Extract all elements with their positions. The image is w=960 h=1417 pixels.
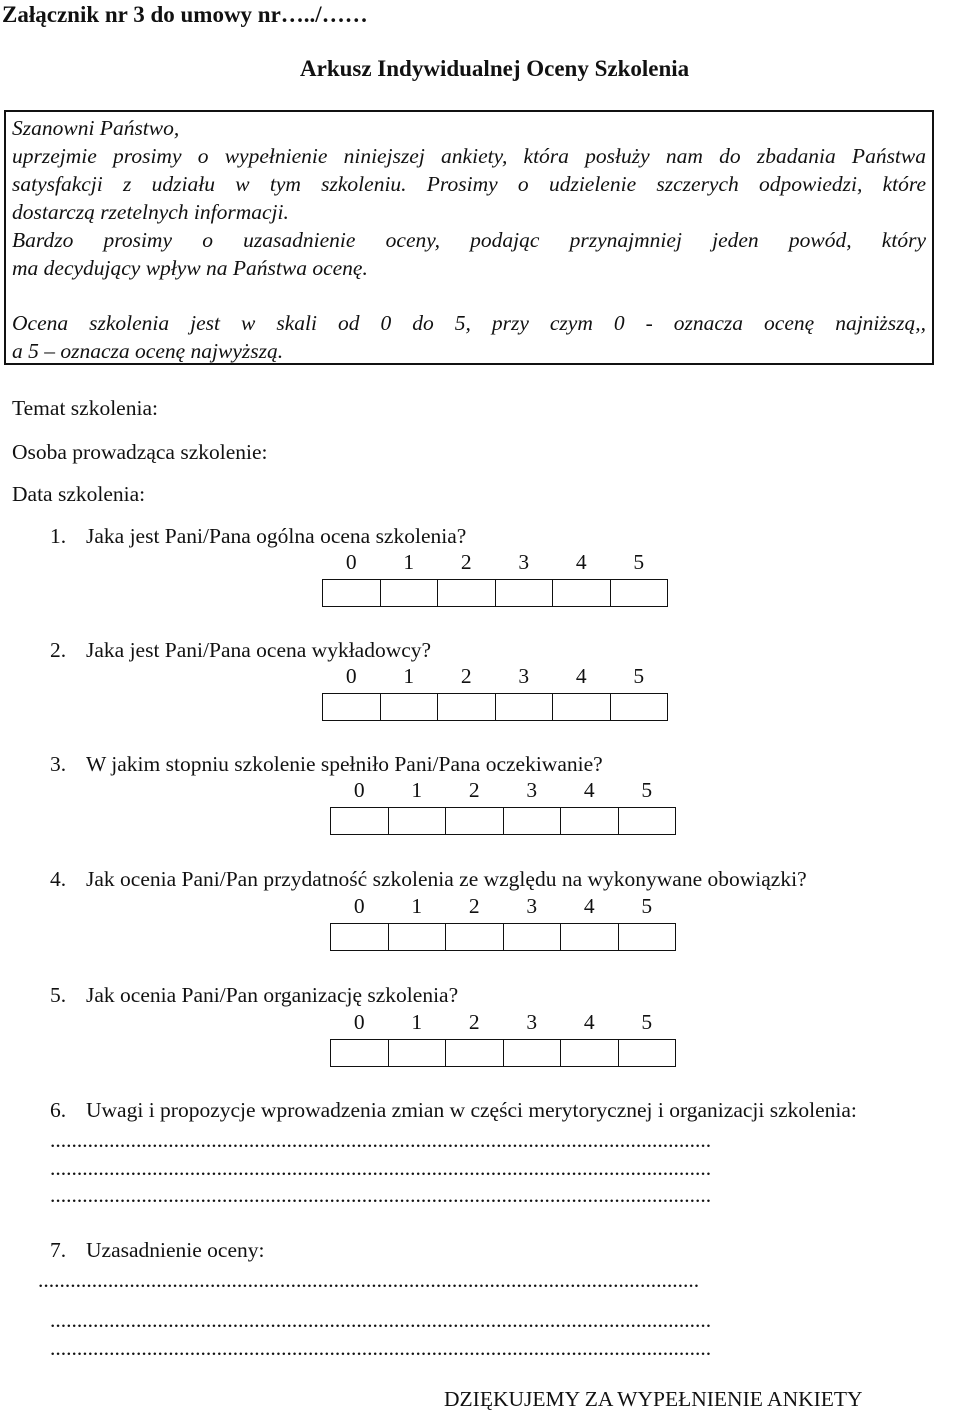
rating-box-1[interactable] xyxy=(388,923,446,950)
question-number: 6. xyxy=(50,1098,67,1122)
rating-box-5[interactable] xyxy=(610,579,668,606)
rating-box-3[interactable] xyxy=(503,807,561,834)
rating-box-0[interactable] xyxy=(331,807,389,834)
remarks-line-1[interactable]: ........................................................................................................................... xyxy=(50,1128,712,1152)
document-title: Arkusz Indywidualnej Oceny Szkolenia xyxy=(300,56,690,81)
question-text: W jakim stopniu szkolenie spełniło Pani/Pana oczekiwanie? xyxy=(86,752,603,776)
rating-box-1[interactable] xyxy=(388,807,446,834)
scale-label-3: 3 xyxy=(526,777,538,802)
scale-label-2: 2 xyxy=(460,663,472,688)
scale-label-1: 1 xyxy=(403,549,415,574)
rating-box-5[interactable] xyxy=(618,923,676,950)
scale-label-4: 4 xyxy=(583,1009,595,1034)
intro-line-2: satysfakcji z udziału w tym szkoleniu. Prosimy o udzielenie szczerych odpowiedzi, które xyxy=(12,172,926,196)
scale-label-4: 4 xyxy=(575,549,587,574)
rating-box-0[interactable] xyxy=(323,693,381,720)
intro-line-4: Bardzo prosimy o uzasadnienie oceny, podając przynajmniej jeden powód, który xyxy=(12,228,926,252)
question-number: 5. xyxy=(50,983,67,1007)
remarks-line-2[interactable]: ........................................................................................................................... xyxy=(50,1156,712,1180)
scale-label-2: 2 xyxy=(468,893,480,918)
scale-label-0: 0 xyxy=(353,777,365,802)
scale-label-4: 4 xyxy=(575,663,587,688)
rating-box-3[interactable] xyxy=(503,1039,561,1066)
scale-label-2: 2 xyxy=(468,1009,480,1034)
rating-box-5[interactable] xyxy=(610,693,668,720)
question-text: Uzasadnienie oceny: xyxy=(86,1238,265,1262)
rating-box-2[interactable] xyxy=(438,693,496,720)
rating-box-1[interactable] xyxy=(380,579,438,606)
rating-box-3[interactable] xyxy=(495,693,553,720)
scale-label-1: 1 xyxy=(411,1009,423,1034)
rating-box-2[interactable] xyxy=(438,579,496,606)
question-text: Jak ocenia Pani/Pan organizację szkolenia? xyxy=(86,983,459,1007)
intro-line-7: a 5 – oznacza ocenę najwyższą. xyxy=(12,339,284,363)
scale-label-5: 5 xyxy=(633,549,645,574)
rating-box-1[interactable] xyxy=(388,1039,446,1066)
rating-scale-q5 xyxy=(330,1006,676,1067)
scale-label-2: 2 xyxy=(460,549,472,574)
intro-line-5: ma decydujący wpływ na Państwa ocenę. xyxy=(12,256,368,280)
scale-label-3: 3 xyxy=(518,663,530,688)
question-number: 4. xyxy=(50,867,67,891)
question-6 xyxy=(50,1098,857,1123)
scale-label-0: 0 xyxy=(345,549,357,574)
scale-label-0: 0 xyxy=(345,663,357,688)
scale-label-3: 3 xyxy=(526,893,538,918)
scale-label-4: 4 xyxy=(583,777,595,802)
scale-label-5: 5 xyxy=(633,663,645,688)
field-topic-label: Temat szkolenia: xyxy=(12,396,158,420)
scale-label-5: 5 xyxy=(641,1009,653,1034)
rating-box-0[interactable] xyxy=(323,579,381,606)
question-text: Jaka jest Pani/Pana ocena wykładowcy? xyxy=(86,638,432,662)
question-text: Uwagi i propozycje wprowadzenia zmian w części merytorycznej i organizacji szkolenia: xyxy=(86,1098,857,1122)
intro-greeting: Szanowni Państwo, xyxy=(12,116,180,140)
intro-box xyxy=(4,110,934,365)
question-text: Jak ocenia Pani/Pan przydatność szkolenia ze względu na wykonywane obowiązki? xyxy=(86,867,807,891)
scale-label-3: 3 xyxy=(518,549,530,574)
scale-label-0: 0 xyxy=(353,893,365,918)
rating-box-2[interactable] xyxy=(446,807,504,834)
question-number: 7. xyxy=(50,1238,67,1262)
scale-label-1: 1 xyxy=(403,663,415,688)
question-7 xyxy=(50,1238,265,1263)
remarks-line-3[interactable]: ........................................................................................................................... xyxy=(50,1183,712,1207)
field-date-label: Data szkolenia: xyxy=(12,482,146,506)
field-trainer-label: Osoba prowadząca szkolenie: xyxy=(12,440,268,464)
scale-label-1: 1 xyxy=(411,893,423,918)
rating-box-4[interactable] xyxy=(561,1039,619,1066)
rating-scale-q2 xyxy=(322,660,668,721)
scale-label-2: 2 xyxy=(468,777,480,802)
question-text: Jaka jest Pani/Pana ogólna ocena szkolenia? xyxy=(86,524,467,548)
rating-box-4[interactable] xyxy=(561,807,619,834)
rating-box-2[interactable] xyxy=(446,1039,504,1066)
question-number: 3. xyxy=(50,752,67,776)
intro-line-3: dostarczą rzetelnych informacji. xyxy=(12,200,289,224)
question-number: 2. xyxy=(50,638,67,662)
question-number: 1. xyxy=(50,524,67,548)
justification-line-1[interactable]: ........................................................................................................................... xyxy=(38,1268,700,1292)
scale-label-4: 4 xyxy=(583,893,595,918)
scale-label-5: 5 xyxy=(641,893,653,918)
scale-label-5: 5 xyxy=(641,777,653,802)
rating-scale-q1 xyxy=(322,546,668,607)
scale-label-0: 0 xyxy=(353,1009,365,1034)
intro-line-1: uprzejmie prosimy o wypełnienie niniejszej ankiety, która posłuży nam do zbadania Państwa xyxy=(12,144,926,168)
closing-thanks: DZIĘKUJEMY ZA WYPEŁNIENIE ANKIETY xyxy=(444,1387,863,1411)
rating-box-4[interactable] xyxy=(553,579,611,606)
rating-box-5[interactable] xyxy=(618,807,676,834)
rating-scale-q4 xyxy=(330,890,676,951)
scale-label-1: 1 xyxy=(411,777,423,802)
justification-line-2[interactable]: ........................................................................................................................... xyxy=(50,1308,712,1332)
rating-box-3[interactable] xyxy=(495,579,553,606)
scale-label-3: 3 xyxy=(526,1009,538,1034)
rating-box-1[interactable] xyxy=(380,693,438,720)
annex-header: Załącznik nr 3 do umowy nr…../…… xyxy=(2,2,368,27)
rating-box-3[interactable] xyxy=(503,923,561,950)
rating-box-0[interactable] xyxy=(331,923,389,950)
intro-line-6: Ocena szkolenia jest w skali od 0 do 5, przy czym 0 - oznacza ocenę najniższą,, xyxy=(12,311,926,335)
question-4 xyxy=(50,867,807,892)
rating-box-2[interactable] xyxy=(446,923,504,950)
rating-box-5[interactable] xyxy=(618,1039,676,1066)
justification-line-3[interactable]: ........................................................................................................................... xyxy=(50,1336,712,1360)
rating-box-0[interactable] xyxy=(331,1039,389,1066)
question-5 xyxy=(50,983,458,1008)
rating-box-4[interactable] xyxy=(553,693,611,720)
rating-box-4[interactable] xyxy=(561,923,619,950)
rating-scale-q3 xyxy=(330,774,676,835)
